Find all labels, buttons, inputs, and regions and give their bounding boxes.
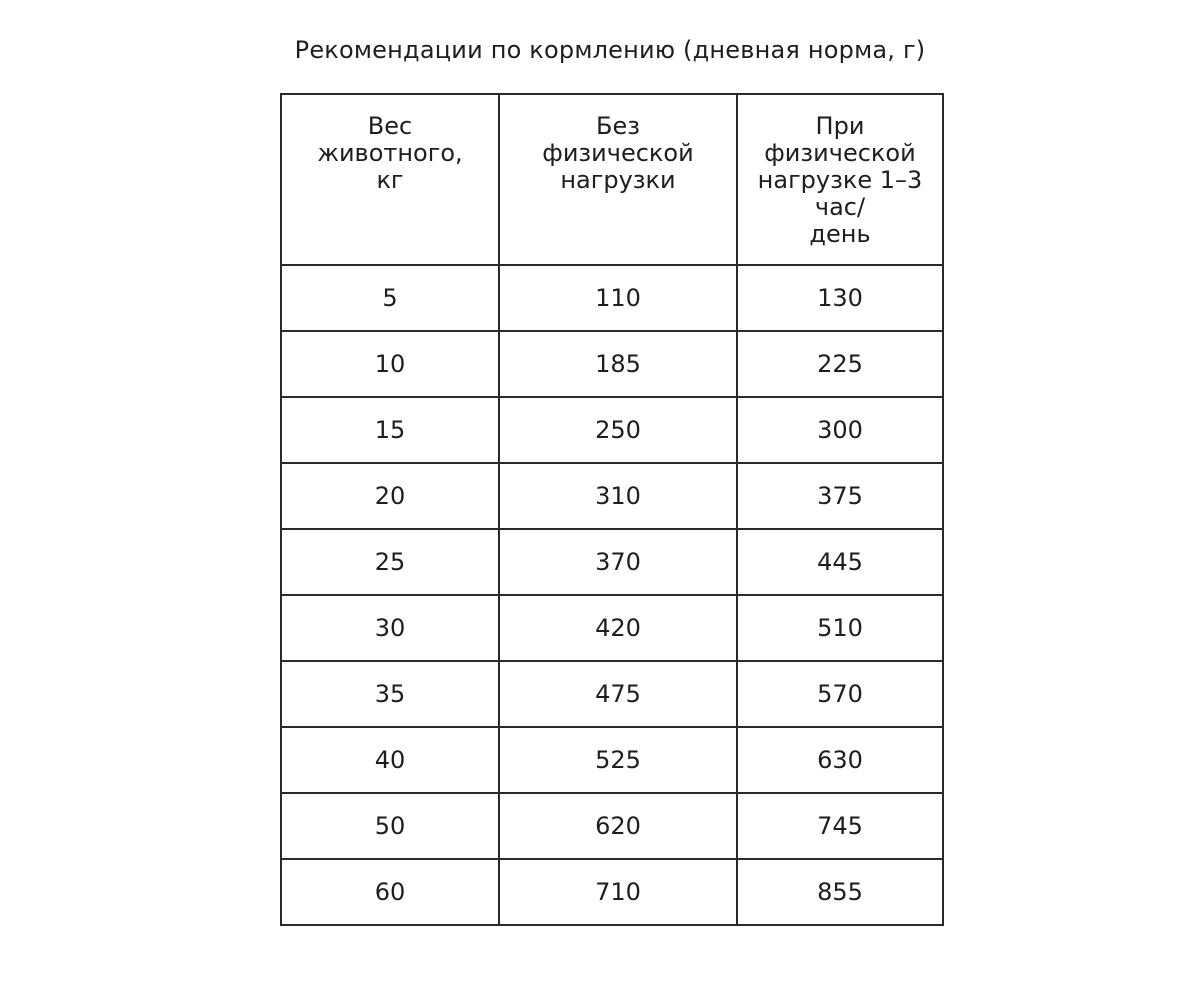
table-row: [281, 331, 943, 397]
cell-with-activity: 445: [737, 529, 943, 595]
header-no-activity-label: Без физической нагрузки: [542, 112, 694, 194]
table-row: [281, 661, 943, 727]
header-with-activity-label: При физической нагрузке 1–3 час/ день: [757, 112, 923, 248]
table-row: [281, 397, 943, 463]
header-weight-label: Вес животного, кг: [317, 112, 463, 194]
cell-no-activity: 525: [499, 727, 737, 793]
feeding-table: [280, 93, 944, 926]
cell-no-activity: 310: [499, 463, 737, 529]
cell-no-activity: 185: [499, 331, 737, 397]
header-with-activity: [737, 94, 943, 265]
table-row: [281, 793, 943, 859]
cell-no-activity: 370: [499, 529, 737, 595]
table-title: Рекомендации по кормлению (дневная норма, г): [294, 36, 926, 64]
cell-weight: 40: [281, 727, 499, 793]
table-row: [281, 727, 943, 793]
header-no-activity: [499, 94, 737, 265]
cell-with-activity: 745: [737, 793, 943, 859]
cell-weight: 10: [281, 331, 499, 397]
cell-weight: 25: [281, 529, 499, 595]
header-row: [281, 94, 943, 265]
cell-weight: 30: [281, 595, 499, 661]
cell-weight: 5: [281, 265, 499, 331]
table-row: [281, 265, 943, 331]
cell-no-activity: 710: [499, 859, 737, 925]
cell-with-activity: 510: [737, 595, 943, 661]
cell-no-activity: 110: [499, 265, 737, 331]
table-row: [281, 463, 943, 529]
cell-weight: 35: [281, 661, 499, 727]
cell-with-activity: 225: [737, 331, 943, 397]
cell-with-activity: 855: [737, 859, 943, 925]
cell-with-activity: 300: [737, 397, 943, 463]
header-weight: [281, 94, 499, 265]
cell-weight: 20: [281, 463, 499, 529]
cell-with-activity: 375: [737, 463, 943, 529]
cell-no-activity: 475: [499, 661, 737, 727]
cell-no-activity: 250: [499, 397, 737, 463]
cell-no-activity: 420: [499, 595, 737, 661]
cell-weight: 50: [281, 793, 499, 859]
table-row: [281, 529, 943, 595]
cell-no-activity: 620: [499, 793, 737, 859]
table-row: [281, 595, 943, 661]
cell-with-activity: 570: [737, 661, 943, 727]
table-row: [281, 859, 943, 925]
cell-with-activity: 630: [737, 727, 943, 793]
cell-weight: 15: [281, 397, 499, 463]
cell-weight: 60: [281, 859, 499, 925]
cell-with-activity: 130: [737, 265, 943, 331]
